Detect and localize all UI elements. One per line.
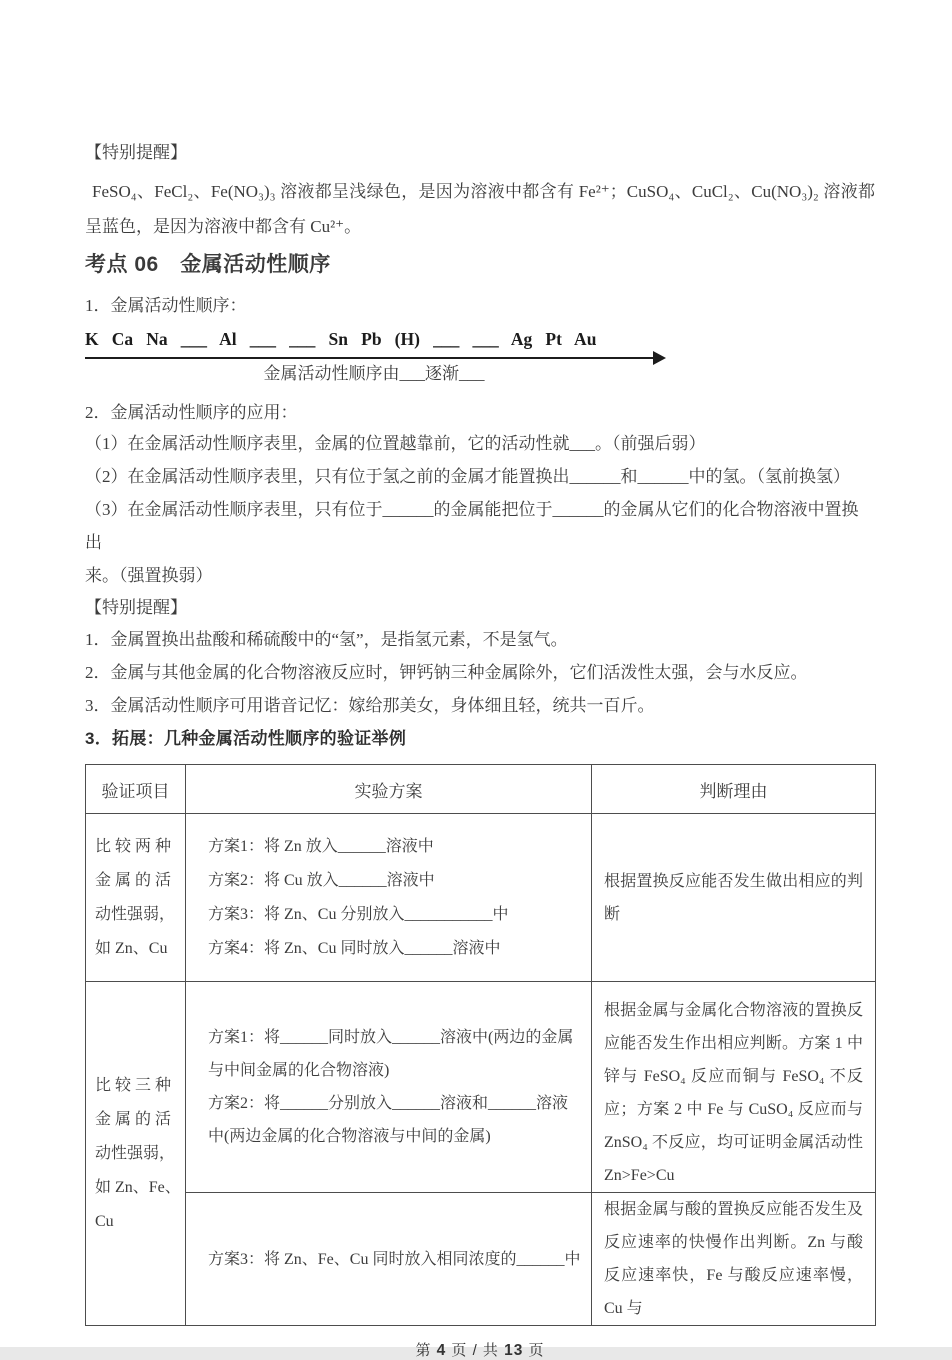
topic-heading: 考点 06 金属活动性顺序 [85,253,331,276]
plan-line: 方案1：将______同时放入______溶液中(两边的金属 [208,1029,574,1046]
footer-page-number: 4 [436,1342,447,1359]
row1-reason-cell: 根据置换反应能否发生做出相应的判断 [592,814,876,982]
plan-line: 方案3：将 Zn、Fe、Cu 同时放入相同浓度的______中 [208,1250,581,1268]
application-item-3: （3）在金属活动性顺序表里，只有位于______的金属能把位于______的金属从它们的化合物溶液中置换出 [85,500,859,552]
header-reason: 判断理由 [592,765,876,814]
application-item-3-cont: 来。（强置换弱） [85,566,213,585]
row2-project-cell [86,982,186,1326]
reminder-title-2: 【特别提醒】 [85,598,187,617]
series-caption: 金属活动性顺序由___逐渐___ [263,364,485,383]
project-line: 动性强弱， [95,1144,176,1162]
reminder-title-1: 【特别提醒】 [85,143,187,162]
reminder-item-2: 2．金属与其他金属的化合物溶液反应时，钾钙钠三种金属除外，它们活泼性太强，会与水反应。 [85,663,808,682]
project-line: 比 较 三 种 [95,1076,172,1094]
verification-table [85,764,876,1326]
project-line: Cu [95,1212,114,1230]
row3-reason-cell: 根据金属与酸的置换反应能否发生及反应速率的快慢作出判断。Zn 与酸反应速率快，Fe 与酸反应速率慢，Cu 与 [592,1193,876,1326]
page-footer [85,1339,875,1360]
section-1-label: 1．金属活动性顺序： [85,296,247,315]
plan-line: 方案1：将 Zn 放入______溶液中 [208,837,434,855]
activity-arrow [85,357,663,359]
row1-project-cell [86,814,186,982]
footer-prefix: 第 [415,1342,432,1359]
project-line: 比 较 两 种 [95,837,172,855]
plan-line: 与中间金属的化合物溶液) [208,1062,390,1079]
project-line: 动性强弱， [95,905,176,923]
section-3-label: 3．拓展：几种金属活动性顺序的验证举例 [85,729,407,748]
row2-plans-cell [186,982,592,1193]
application-item-1: （1）在金属活动性顺序表里，金属的位置越靠前，它的活动性就___。（前强后弱） [85,434,706,453]
plan-line: 方案3：将 Zn、Cu 分别放入___________中 [208,905,509,923]
footer-middle: 页 / 共 [451,1342,499,1359]
table-row [86,1193,876,1326]
application-item-2: （2）在金属活动性顺序表里，只有位于氢之前的金属才能置换出______和______中的氢。（氢前换氢） [85,467,850,486]
project-line: 如 Zn、Cu [95,939,168,957]
plan-line: 中(两边金属的化合物溶液与中间的金属) [208,1128,491,1145]
reminder-item-3: 3．金属活动性顺序可用谐音记忆：嫁给那美女，身体细且轻，统共一百斤。 [85,696,655,715]
metal-activity-series [85,326,663,387]
table-row [86,814,876,982]
table-header-row [86,765,876,814]
section-2-label: 2．金属活动性顺序的应用： [85,403,298,422]
plan-line: 方案2：将______分别放入______溶液和______溶液 [208,1095,569,1112]
metal-series-line: K Ca Na ___ Al ___ ___ Sn Pb (H) ___ ___ Ag Pt Au [85,329,597,349]
project-line: 如 Zn、Fe、 [95,1178,181,1196]
row2-reason-cell: 根据金属与金属化合物溶液的置换反应能否发生作出相应判断。方案 1 中锌与 FeSO₄ 反应而铜与 FeSO₄ 不反应；方案 2 中 Fe 与 CuSO₄ 反应而与 ZnSO₄ 不反应，均可证明金属活动性 Zn>Fe>Cu [592,982,876,1193]
row1-plans-cell [186,814,592,982]
reminder-item-1: 1．金属置换出盐酸和稀硫酸中的“氢”，是指氢元素，不是氢气。 [85,630,568,649]
table-row [86,982,876,1193]
project-line: 金 属 的 活 [95,1110,172,1128]
header-plan: 实验方案 [186,765,592,814]
row3-plan-cell [186,1193,592,1326]
project-line: 金 属 的 活 [95,871,172,889]
footer-suffix: 页 [528,1342,545,1359]
plan-line: 方案2：将 Cu 放入______溶液中 [208,871,435,889]
footer-total-pages: 13 [504,1342,524,1359]
header-project: 验证项目 [86,765,186,814]
solution-color-paragraph: FeSO₄、FeCl₂、Fe(NO₃)₃ 溶液都呈浅绿色，是因为溶液中都含有 Fe²⁺；CuSO₄、CuCl₂、Cu(NO₃)₂ 溶液都呈蓝色，是因为溶液中都含有 Cu²⁺。 [85,182,875,236]
plan-line: 方案4：将 Zn、Cu 同时放入______溶液中 [208,939,501,957]
